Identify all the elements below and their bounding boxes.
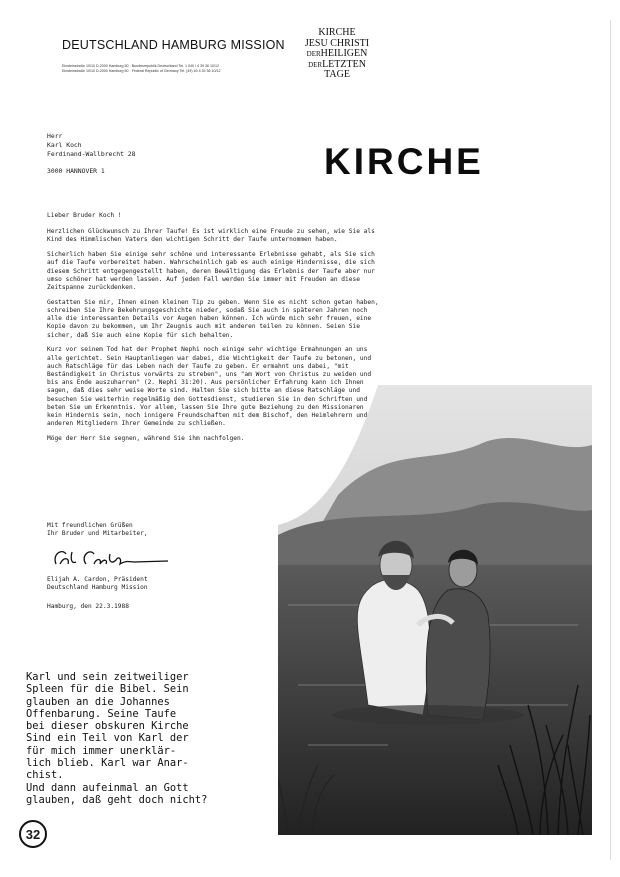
logo-heiligen: HEILIGEN [320, 48, 368, 60]
recipient-street: Ferdinand-Wallbrecht 28 [47, 150, 136, 158]
signer-block [47, 576, 148, 592]
letter-closing [47, 522, 148, 538]
recipient-name: Karl Koch [47, 141, 82, 149]
caption-line: Karl und sein zeitweiliger [26, 671, 189, 683]
letter-greeting: Lieber Bruder Koch ! [47, 212, 122, 219]
scan-edge [610, 20, 611, 860]
caption-line: Sind ein Teil von Karl der [26, 732, 189, 745]
letter-paragraph: Gestatten Sie mir, Ihnen einen kleinen Tip zu geben. Wenn Sie es nicht schon getan haben, schreiben Sie Ihre Bekehrungsgeschichte nieder, sodaß Sie auch in späteren Jahren noch alle die interessanten Details vor Augen haben können. Ich würde mich sehr freuen, eine Kopie davon zu bekommen, um Ihr Zeugnis auch mit anderen teilen zu können. Seien Sie sicher, daß Sie auch eine Kopie für sich behalten. [47, 298, 379, 339]
recipient-title: Herr [47, 132, 63, 140]
mission-address [62, 64, 221, 74]
logo-der-1: DER [306, 50, 321, 59]
signer-organization: Deutschland Hamburg Mission [47, 584, 148, 592]
logo-line-5: TAGE [324, 69, 350, 81]
caption-line: Spleen für die Bibel. Sein [26, 683, 189, 696]
caption-line: Offenbarung. Seine Taufe [26, 707, 177, 720]
logo-der-2: DER [308, 60, 323, 69]
signer-name: Elijah A. Cardon, Präsident [47, 576, 148, 583]
caption-line: chist. [26, 769, 64, 782]
mission-name: DEUTSCHLAND HAMBURG MISSION [62, 38, 285, 52]
caption-line: lich blieb. Karl war Anar- [26, 757, 189, 770]
letter-paragraph: Möge der Herr Sie segnen, während Sie ihm nachfolgen. [47, 435, 245, 443]
address-line-german: Einsteinstraße 10/10 D-2000 Hamburg 50 · Bundesrepublik Deutschland Tel. 1 040 / 4 39 36 10/12 [62, 64, 219, 68]
typewritten-caption [26, 671, 296, 806]
baptism-photo [278, 385, 592, 835]
letter-paragraph: Sicherlich haben Sie einige sehr schöne und interessante Erlebnisse gehabt, als Sie sich auf die Taufe vorbereitet haben. Wahrscheinlich gab es auch einige Hindernisse, die sich diesem Schritt entgegengestellt haben, deren Bewältigung das Erlebnis der Taufe aber nur umso schöner hat werden lassen. Auf jeden Fall werden Sie immer mit Freuden an diese Zeitspanne zurückdenken. [47, 251, 375, 292]
handwritten-signature [50, 544, 170, 572]
logo-letzten: LETZTEN [322, 58, 366, 70]
caption-line: glauben, daß geht doch nicht? [26, 793, 208, 806]
address-line-english: Einsteinstraße 10/10 D-2000 Hamburg 50 · Federal Republic of Germany Tel. (49) 40 4 39 36 10/12 [62, 69, 221, 73]
letter-date: Hamburg, den 22.3.1988 [47, 603, 129, 610]
caption-line: Und dann aufeinmal an Gott [26, 781, 189, 794]
caption-line: bei dieser obskuren Kirche [26, 720, 189, 733]
recipient-city: 3000 HANNOVER 1 [47, 167, 105, 175]
caption-line: glauben an die Johannes [26, 695, 170, 708]
church-logo [296, 28, 378, 81]
letter-paragraph: Herzlichen Glückwunsch zu Ihrer Taufe! Es ist wirklich eine Freude zu sehen, wie Sie als Kind des Himmlischen Vaters den wichtigen Schritt der Taufe unternommen haben. [47, 228, 375, 244]
caption-line: für mich immer unerklär- [26, 744, 177, 757]
closing-greeting: Mit freundlichen Grüßen [47, 522, 133, 529]
letter-paragraph: Kurz vor seinem Tod hat der Prophet Nephi noch einige sehr wichtige Ermahnungen an uns alle gerichtet. Sein Hauptanliegen war dabei, die Wichtigkeit der Taufe zu betonen, und auch Ratschläge für das Leben nach der Taufe zu geben. Er ermahnt uns dabei, "mit Beständigkeit in Christus vorwärts zu streben", uns "am Wort von Christus zu weiden und bis ans Ende auszuharren" (2. Nephi 31:20). Aus persönlicher Erfahrung kann ich Ihnen sagen, daß dies sehr weise Worte sind. Halten Sie sich bitte an diese Ratschläge und besuchen Sie weiterhin regelmäßig den Gottesdienst, studieren Sie in den Schriften und beten Sie um Erkenntnis. Vor allem, lassen Sie Ihre gute Beziehung zu den Missionaren kein Hindernis sein, noch innigere Freundschaften mit dem Bischof, den Heimlehrern und anderen Mitgliedern Ihrer Gemeinde zu schließen. [47, 346, 372, 428]
logo-line-1: KIRCHE [318, 27, 356, 38]
kirche-stamp: KIRCHE [324, 141, 484, 182]
page-number: 32 [19, 820, 47, 848]
logo-line-2: JESU CHRISTI [304, 37, 370, 49]
recipient-address [47, 132, 136, 176]
closing-sender-line: Ihr Bruder und Mitarbeiter, [47, 530, 148, 538]
